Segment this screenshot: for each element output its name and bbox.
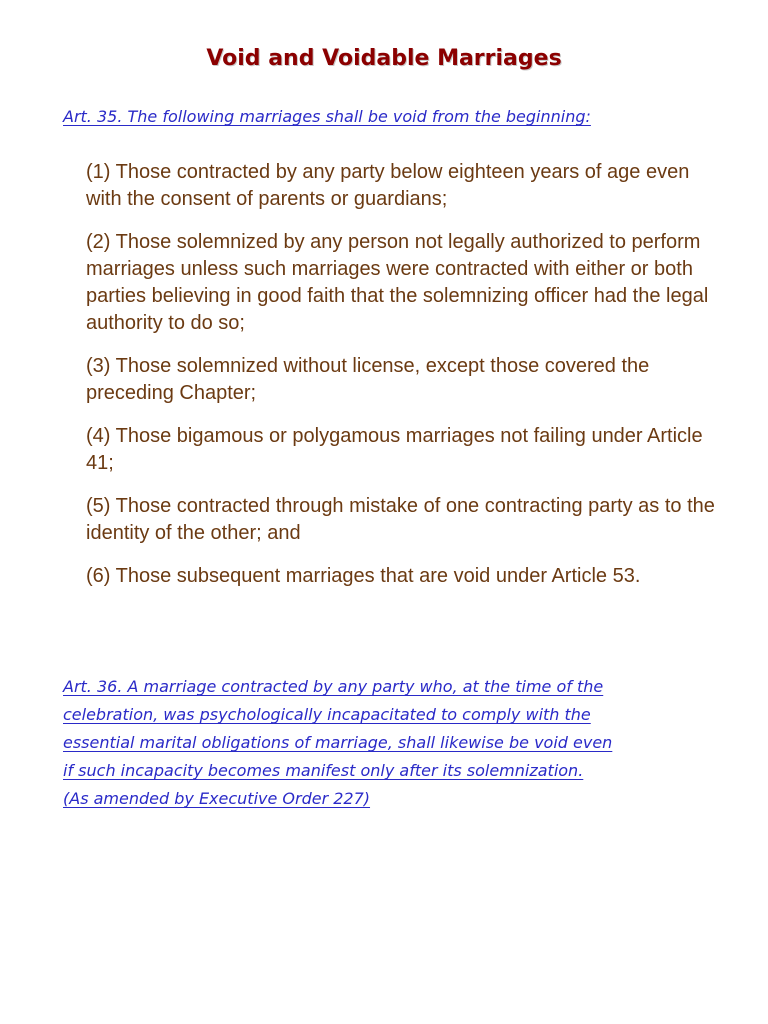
article-35-item-5: (5) Those contracted through mistake of one contracting party as to the identity of the other; and [86,495,715,544]
article-36-text[interactable] [63,673,743,813]
article-35-item-6: (6) Those subsequent marriages that are void under Article 53. [86,565,641,587]
article-35-item-2: (2) Those solemnized by any person not legally authorized to perform marriages unless such marriages were contracted with either or both parties believing in good faith that the solemnizing officer had the legal authority to do so; [86,231,709,334]
article-36-line[interactable]: essential marital obligations of marriage, shall likewise be void even [63,733,613,752]
article-36-line[interactable]: if such incapacity becomes manifest only after its solemnization. [63,761,584,780]
article-36-amendment-note[interactable]: (As amended by Executive Order 227) [63,789,371,808]
article-36-line[interactable]: Art. 36. A marriage contracted by any party who, at the time of the [63,677,604,696]
article-35-item-3: (3) Those solemnized without license, except those covered the preceding Chapter; [86,355,650,404]
article-35-heading[interactable]: Art. 35. The following marriages shall be void from the beginning: [63,107,591,126]
article-36-line[interactable]: celebration, was psychologically incapacitated to comply with the [63,705,591,724]
article-35-item-1: (1) Those contracted by any party below eighteen years of age even with the consent of parents or guardians; [86,161,690,210]
article-35-items [86,159,716,606]
page-title: Void and Voidable Marriages [206,46,562,71]
article-35-item-4: (4) Those bigamous or polygamous marriages not failing under Article 41; [86,425,703,474]
